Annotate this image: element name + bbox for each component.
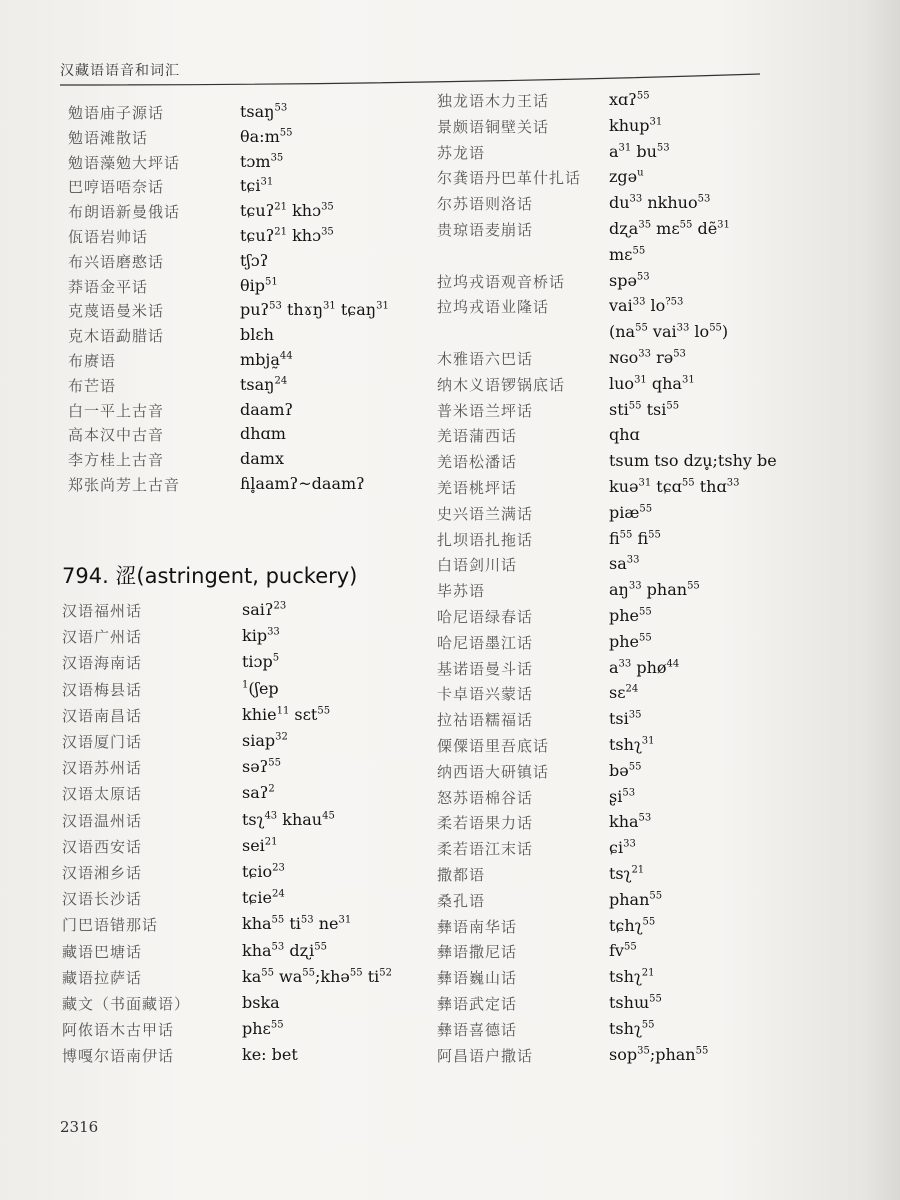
- phonetic-form: $^1$(ʃep: [242, 678, 279, 698]
- language-name: 纳西语大研镇话: [437, 762, 550, 781]
- language-name: 拉坞戎语观音桥话: [437, 272, 566, 291]
- phonetic-form: θip$^{51}$: [240, 275, 278, 295]
- phonetic-form: kha$^{53}$ dʐi$^{55}$: [242, 940, 328, 960]
- phonetic-form: luo$^{31}$ qha$^{31}$: [609, 373, 695, 393]
- language-name: 纳木义语锣锅底话: [437, 375, 566, 394]
- phonetic-form: tsum tso dzu̥;tshy be: [609, 451, 777, 471]
- language-name: 阿侬语木古甲话: [62, 1021, 175, 1040]
- page-number: 2316: [60, 1118, 99, 1136]
- phonetic-form: tsi$^{35}$: [609, 709, 642, 729]
- language-name: 贵琼语麦崩话: [437, 221, 534, 239]
- language-name: 扎坝语扎拖话: [437, 530, 534, 549]
- language-name: 尔苏语则洛话: [437, 195, 534, 214]
- phonetic-form: tɕie$^{24}$: [242, 888, 285, 908]
- phonetic-form: $fv^{55}$: [609, 941, 637, 961]
- language-name: 布赓语: [68, 352, 117, 370]
- phonetic-form: ke: bet: [242, 1045, 298, 1065]
- phonetic-form: tɕio$^{23}$: [242, 862, 285, 881]
- phonetic-form: tsʅ$^{43}$ khau$^{45}$: [242, 809, 335, 829]
- phonetic-form: mbja̰$^{44}$: [240, 350, 293, 369]
- language-name: 羌语桃坪话: [437, 479, 518, 497]
- language-name: 卡卓语兴蒙话: [437, 685, 534, 704]
- phonetic-form: khie$^{11}$ sɛt$^{55}$: [242, 704, 331, 724]
- phonetic-form: kuə$^{31}$ tɕɑ$^{55}$ thɑ$^{33}$: [609, 477, 740, 496]
- phonetic-form: mɛ$^{55}$: [609, 244, 646, 264]
- phonetic-form: bə$^{55}$: [609, 760, 642, 780]
- phonetic-form: $\theta a:m^{55}$: [240, 126, 293, 146]
- phonetic-form: $a^{31}$ $bu^{53}$: [609, 141, 670, 161]
- language-name: 尔龚语丹巴革什扎话: [437, 169, 582, 188]
- language-name: 门巴语错那话: [62, 916, 159, 935]
- phonetic-form: phɛ$^{55}$: [242, 1019, 284, 1039]
- language-name: 高本汉中古音: [68, 426, 165, 445]
- language-name: 布朗语新曼俄话: [68, 203, 181, 222]
- phonetic-form: tshɯ$^{55}$: [609, 993, 662, 1012]
- language-name: 汉语湘乡话: [62, 864, 143, 882]
- phonetic-form: tɔm$^{35}$: [240, 151, 284, 171]
- phonetic-form: səʔ$^{55}$: [242, 757, 281, 777]
- phonetic-form: $sa^{33}$: [609, 554, 640, 574]
- language-name: 柔若语江末话: [437, 840, 534, 859]
- phonetic-form: phan$^{55}$: [609, 889, 663, 909]
- language-name: 史兴语兰满话: [437, 504, 534, 523]
- language-name: 傈僳语里吾底话: [437, 737, 550, 755]
- phonetic-form: spə$^{53}$: [609, 270, 650, 290]
- language-name: 拉祜语糯福话: [437, 711, 534, 730]
- phonetic-form: tiɔp$^5$: [242, 652, 280, 672]
- phonetic-form: tshʅ$^{55}$: [609, 1018, 655, 1038]
- language-name: 汉语温州话: [62, 811, 143, 830]
- phonetic-form: sop$^{35}$;phan$^{55}$: [609, 1044, 709, 1064]
- section-heading: 794. 涩(astringent, puckery): [62, 564, 358, 588]
- language-name: 汉语西安话: [62, 837, 143, 856]
- language-name: 藏文（书面藏语）: [62, 995, 191, 1013]
- language-name: 彝语喜德话: [437, 1020, 518, 1039]
- language-name: 彝语武定话: [437, 995, 518, 1013]
- language-name: 李方桂上古音: [68, 451, 165, 470]
- phonetic-form: tɕi$^{31}$: [240, 176, 274, 196]
- phonetic-form: tsaŋ$^{53}$: [240, 102, 288, 121]
- language-name: 彝语巍山话: [437, 969, 518, 988]
- phonetic-form: qhɑ: [609, 425, 640, 445]
- phonetic-form: saiʔ$^{23}$: [242, 600, 287, 619]
- language-name: 汉语长沙话: [62, 890, 143, 909]
- phonetic-form: dhɑm: [240, 424, 286, 444]
- phonetic-form: tɕuʔ$^{21}$ khɔ$^{35}$: [240, 226, 334, 245]
- phonetic-form: ɴɢo$^{33}$ rə$^{53}$: [609, 348, 686, 367]
- language-name: 汉语梅县话: [62, 680, 143, 699]
- phonetic-form: vai$^{33}$ $lo^{?53}$: [609, 296, 684, 316]
- phonetic-form: blɛh: [240, 325, 274, 345]
- language-name: 克蔑语曼米话: [68, 302, 165, 321]
- phonetic-form: ($na^{55}$ vai$^{33}$ $lo^{55}$): [609, 322, 729, 342]
- phonetic-form: tsaŋ$^{24}$: [240, 374, 288, 394]
- phonetic-form: $fi^{55}$ $fi^{55}$: [609, 528, 661, 548]
- language-name: 哈尼语绿春话: [437, 608, 534, 626]
- language-name: 白语剑川话: [437, 556, 518, 575]
- language-name: 独龙语木力王话: [437, 92, 550, 110]
- running-header: 汉藏语语音和词汇: [60, 63, 180, 79]
- language-name: 佤语岩帅话: [68, 228, 149, 246]
- language-name: 彝语南华话: [437, 917, 518, 936]
- phonetic-form: sti$^{55}$ tsi$^{55}$: [609, 399, 680, 419]
- phonetic-form: phe$^{55}$: [609, 606, 652, 625]
- phonetic-form: dʐa$^{35}$ mɛ$^{55}$ dẽ$^{31}$: [609, 219, 730, 238]
- phonetic-form: tshʅ$^{31}$: [609, 735, 655, 754]
- language-name: 巴哼语唔奈话: [68, 178, 165, 197]
- phonetic-form: tʃɔʔ: [240, 250, 269, 270]
- phonetic-form: saʔ$^2$: [242, 783, 275, 803]
- language-name: 汉语苏州话: [62, 759, 143, 778]
- phonetic-form: $du^{33}$ nkhuo$^{53}$: [609, 193, 711, 213]
- language-name: 普米语兰坪话: [437, 401, 534, 420]
- language-name: 勉语庙子源话: [68, 104, 165, 122]
- phonetic-form: sei$^{21}$: [242, 835, 278, 855]
- language-name: 汉语厦门话: [62, 733, 143, 751]
- language-name: 汉语太原话: [62, 785, 143, 804]
- phonetic-form: phe$^{55}$: [609, 631, 652, 651]
- language-name: 莽语金平话: [68, 277, 149, 296]
- header-rule: [60, 70, 760, 88]
- language-name: 布芒语: [68, 376, 117, 395]
- phonetic-form: damx: [240, 449, 284, 469]
- language-name: 汉语福州话: [62, 602, 143, 620]
- phonetic-form: $a^{33}$ phø$^{44}$: [609, 657, 680, 677]
- language-name: 怒苏语棉谷话: [437, 788, 534, 807]
- language-name: 羌语蒲西话: [437, 427, 518, 446]
- phonetic-form: sɛ$^{24}$: [609, 683, 639, 703]
- phonetic-form: tshʅ$^{21}$: [609, 967, 655, 987]
- language-name: 羌语松潘话: [437, 453, 518, 472]
- phonetic-form: zgə$^u$: [609, 167, 644, 187]
- language-name: 勉语滩散话: [68, 128, 149, 147]
- language-name: 基诺语曼斗话: [437, 659, 534, 678]
- language-name: 木雅语六巴话: [437, 350, 534, 368]
- phonetic-form: tɕhʅ$^{55}$: [609, 915, 656, 935]
- language-name: 汉语广州话: [62, 628, 143, 647]
- phonetic-form: xɑʔ$^{55}$: [609, 90, 650, 109]
- language-name: 布兴语磨憨话: [68, 252, 165, 271]
- language-name: 藏语巴塘话: [62, 942, 143, 961]
- phonetic-form: tɕuʔ$^{21}$ khɔ$^{35}$: [240, 201, 334, 221]
- phonetic-form: khup$^{31}$: [609, 115, 663, 135]
- phonetic-form: piæ$^{55}$: [609, 502, 653, 522]
- phonetic-form: ʂi$^{53}$: [609, 786, 636, 806]
- phonetic-form: kha$^{53}$: [609, 812, 652, 832]
- language-name: 汉语海南话: [62, 654, 143, 673]
- language-name: 郑张尚芳上古音: [68, 476, 181, 494]
- language-name: 克木语勐腊话: [68, 327, 165, 346]
- language-name: 苏龙语: [437, 143, 486, 162]
- phonetic-form: ɕi$^{33}$: [609, 838, 636, 858]
- language-name: 藏语拉萨话: [62, 968, 143, 987]
- language-name: 阿昌语户撒话: [437, 1046, 534, 1065]
- phonetic-form: kip$^{33}$: [242, 626, 280, 646]
- language-name: 毕苏语: [437, 582, 486, 601]
- language-name: 博嘎尔语南伊话: [62, 1047, 175, 1066]
- phonetic-form: puʔ$^{53}$ thɤŋ$^{31}$ tɕaŋ$^{31}$: [240, 300, 389, 320]
- phonetic-form: kha$^{55}$ $ti^{53}$ $ne^{31}$: [242, 914, 352, 934]
- phonetic-form: bska: [242, 993, 280, 1012]
- language-name: 景颇语铜壁关话: [437, 117, 550, 136]
- language-name: 拉坞戎语业隆话: [437, 298, 550, 317]
- phonetic-form: ɦl̥aamʔ~daamʔ: [240, 474, 365, 493]
- language-name: 柔若语果力话: [437, 814, 534, 833]
- language-name: 白一平上古音: [68, 401, 165, 420]
- language-name: 桑孔语: [437, 891, 486, 910]
- language-name: 汉语南昌话: [62, 706, 143, 725]
- phonetic-form: siap$^{32}$: [242, 731, 288, 750]
- phonetic-form: $aŋ^{33}$ phan$^{55}$: [609, 580, 700, 600]
- phonetic-form: $ka^{55}$ $wa^{55};khə^{55}$ $ti^{52}$: [242, 966, 392, 986]
- language-name: 撒都语: [437, 866, 486, 884]
- phonetic-form: tsʅ$^{21}$: [609, 864, 645, 883]
- language-name: 彝语撒尼话: [437, 943, 518, 962]
- phonetic-form: daamʔ: [240, 399, 294, 419]
- language-name: 勉语藻勉大坪话: [68, 153, 181, 172]
- language-name: 哈尼语墨江话: [437, 633, 534, 652]
